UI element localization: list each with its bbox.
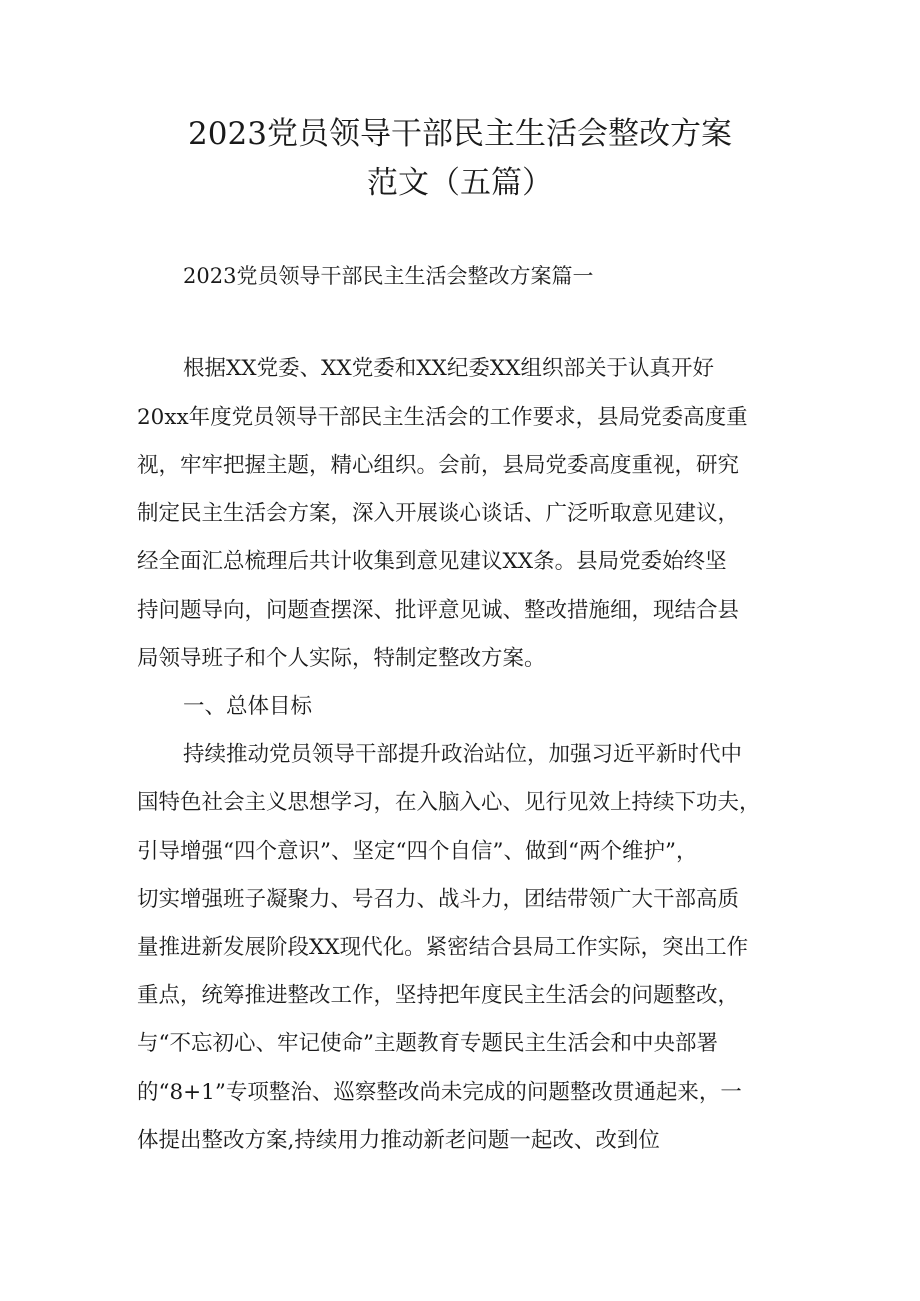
body-line: 切实增强班子凝聚力、号召力、战斗力，团结带领广大干部高质 — [137, 887, 740, 912]
body-line: 根据XX党委、XX党委和XX纪委XX组织部关于认真开好 — [183, 356, 714, 381]
body-line: 制定民主生活会方案，深入开展谈心谈话、广泛听取意见建议， — [137, 501, 740, 526]
body-line: 与“不忘初心、牢记使命”主题教育专题民主生活会和中央部署 — [137, 1031, 718, 1056]
body-line: 经全面汇总梳理后共计收集到意见建议XX条。县局党委始终坚 — [137, 549, 727, 574]
section-subtitle: 2023党员领导干部民主生活会整改方案篇一 — [183, 264, 594, 288]
body-line: 局领导班子和个人实际，特制定整改方案。 — [137, 646, 546, 671]
body-line: 持问题导向，问题查摆深、批评意见诚、整改措施细，现结合县 — [137, 598, 740, 623]
body-line: 量推进新发展阶段XX现代化。紧密结合县局工作实际，突出工作 — [137, 935, 749, 960]
body-line: 的“8+1”专项整治、巡察整改尚未完成的问题整改贯通起来，一 — [137, 1080, 742, 1105]
body-line: 国特色社会主义思想学习，在入脑入心、见行见效上持续下功夫， — [137, 790, 761, 815]
section-heading: 一、总体目标 — [183, 694, 313, 719]
body-line: 体提出整改方案,持续用力推动新老问题一起改、改到位 — [137, 1128, 660, 1153]
body-line: 20xx年度党员领导干部民主生活会的工作要求，县局党委高度重 — [137, 405, 748, 430]
document-title-line-2: 范文（五篇） — [367, 165, 553, 201]
body-line: 持续推动党员领导干部提升政治站位，加强习近平新时代中 — [183, 742, 743, 767]
document-title-line-1: 2023党员领导干部民主生活会整改方案 — [188, 116, 732, 152]
body-line: 重点，统筹推进整改工作，坚持把年度民主生活会的问题整改， — [137, 983, 740, 1008]
body-line: 引导增强“四个意识”、坚定“四个自信”、做到“两个维护”， — [137, 839, 698, 864]
body-line: 视，牢牢把握主题，精心组织。会前，县局党委高度重视，研究 — [137, 453, 740, 478]
